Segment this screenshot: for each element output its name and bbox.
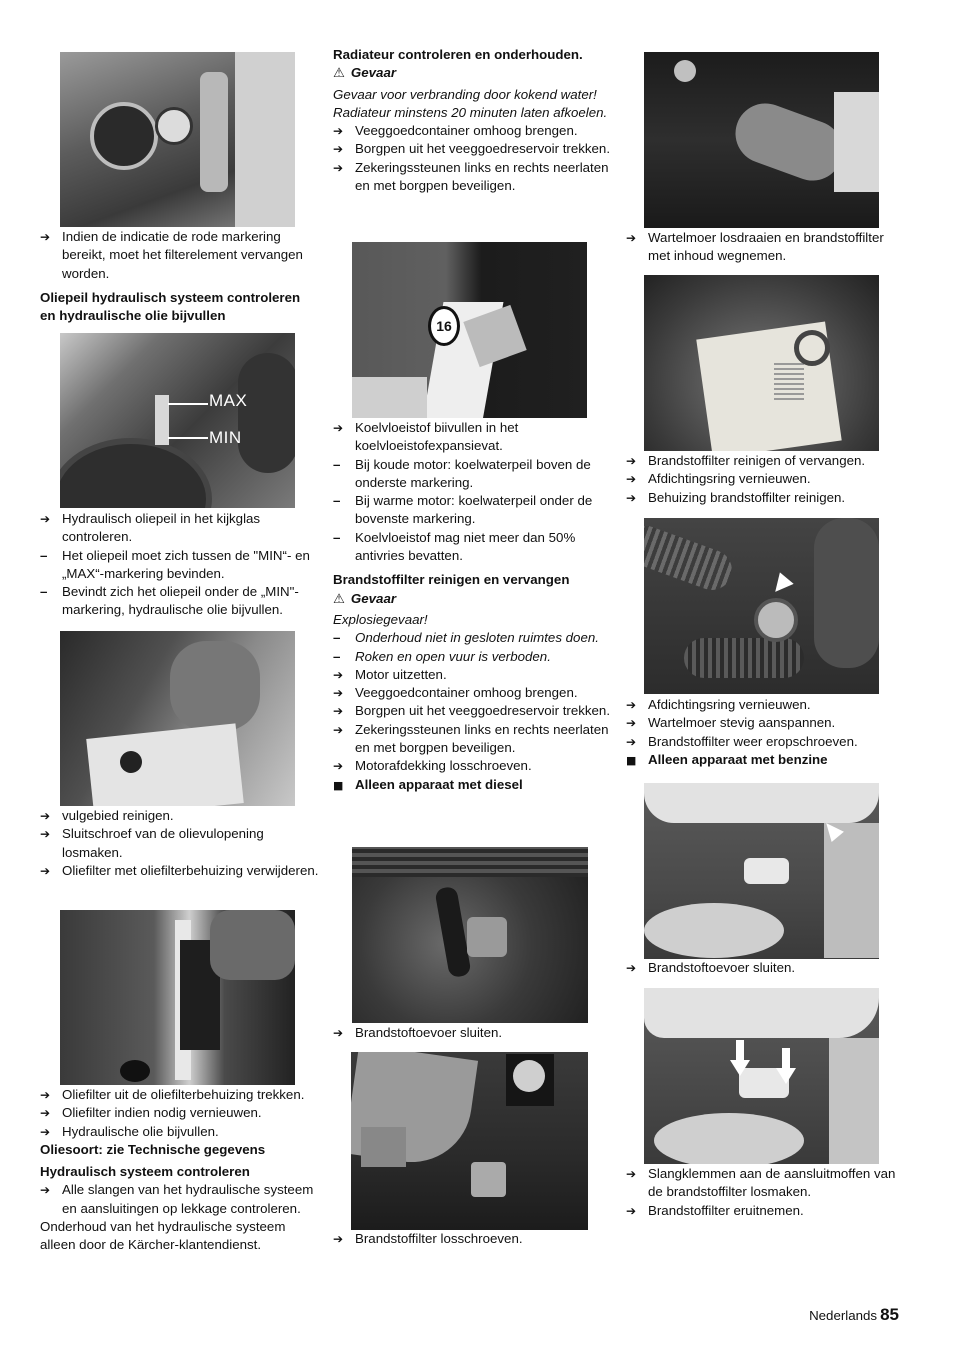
arrow-icon xyxy=(626,489,644,507)
arrow-icon xyxy=(333,419,351,437)
instruction-step: ➔ Brandstoffilter weer eropschroeven. xyxy=(626,733,906,751)
variant-label: ■ Alleen apparaat met benzine xyxy=(626,751,906,769)
photo-diesel-fuel-shutoff xyxy=(352,847,588,1023)
warning-triangle-icon: ⚠ xyxy=(333,591,345,607)
arrow-icon xyxy=(626,714,644,732)
arrow-icon xyxy=(333,666,351,684)
arrow-icon xyxy=(40,862,58,880)
instruction-step: ➔ Hydraulisch oliepeil in het kijkglas controleren. xyxy=(40,510,320,547)
variant-label: ■ Alleen apparaat met diesel xyxy=(333,776,613,794)
instruction-step: ➔ Veeggoedcontainer omhoog brengen. xyxy=(333,684,613,702)
section-heading: Oliesoort: zie Technische gegevens xyxy=(40,1141,266,1157)
instruction-step: ➔ Brandstoffilter losschroeven. xyxy=(333,1230,613,1248)
arrow-icon xyxy=(626,452,644,470)
dash-bullet xyxy=(333,629,351,647)
instruction-step: ➔ Sluitschroef van de olievulopening losmaken. xyxy=(40,825,320,862)
dash-bullet xyxy=(40,547,58,565)
instruction-step: ➔ Slangklemmen aan de aansluitmoffen van de brandstoffilter losmaken. xyxy=(626,1165,906,1202)
instruction-step: ➔ Alle slangen van het hydraulische systeem en aansluitingen op lekkage controleren. xyxy=(40,1181,320,1218)
square-bullet xyxy=(333,776,351,795)
warning-title: ⚠ Gevaar xyxy=(333,590,397,607)
warning-text: Explosiegevaar! xyxy=(333,611,428,627)
section-heading: Brandstoffilter reinigen en vervangen xyxy=(333,572,570,588)
instruction-step: ➔ Motorafdekking losschroeven. xyxy=(333,757,613,775)
photo-coolant-refill xyxy=(352,242,587,418)
section-heading: Radiateur controleren en onderhouden. xyxy=(333,47,583,62)
instruction-step: ➔ Afdichtingsring vernieuwen. xyxy=(626,696,906,714)
arrow-icon xyxy=(333,159,351,177)
dash-bullet xyxy=(40,583,58,601)
photo-oil-filter-removal xyxy=(60,910,295,1085)
instruction-step: ➔ Oliefilter uit de oliefilterbehuizing trekken. xyxy=(40,1086,320,1104)
arrow-icon xyxy=(40,825,58,843)
photo-fuel-filter-housing xyxy=(644,518,879,694)
photo-unscrew-fuel-filter-diesel xyxy=(351,1052,588,1230)
note-item: – Bij warme motor: koelwaterpeil onder de bovenste markering. xyxy=(333,492,613,529)
photo-clean-fuel-filter xyxy=(644,275,879,451)
warning-text: Gevaar voor verbranding door kokend water! Radiateur minstens 20 minuten laten afkoelen. xyxy=(333,86,608,120)
warning-item: – Roken en open vuur is verboden. xyxy=(333,648,613,666)
arrow-icon xyxy=(40,1086,58,1104)
instruction-step: ➔ Indien de indicatie de rode markering bereikt, moet het filterelement vervangen worden. xyxy=(40,228,315,283)
dash-bullet xyxy=(333,529,351,547)
instruction-step: ➔ Borgpen uit het veeggoedreservoir trekken. xyxy=(333,702,613,720)
arrow-icon xyxy=(626,733,644,751)
min-label: MIN xyxy=(209,428,242,447)
arrow-icon xyxy=(40,1104,58,1122)
section-heading: Oliepeil hydraulisch systeem controleren en hydraulische olie bijvullen xyxy=(40,289,301,324)
pointer-arrow-icon xyxy=(736,1040,744,1062)
instruction-step: ➔ Afdichtingsring vernieuwen. xyxy=(626,470,906,488)
section-heading: Hydraulisch systeem controleren xyxy=(40,1164,250,1180)
arrow-icon xyxy=(40,1123,58,1141)
arrow-icon xyxy=(333,757,351,775)
instruction-step: ➔ Oliefilter met oliefilterbehuizing verwijderen. xyxy=(40,862,320,880)
instruction-step: ➔ Motor uitzetten. xyxy=(333,666,613,684)
note-item: – Het oliepeil moet zich tussen de "MIN“- en „MAX“-markering bevinden. xyxy=(40,547,320,584)
instruction-step: ➔ Koelvloeistof biivullen in het koelvloeistofexpansievat. xyxy=(333,419,613,456)
arrow-icon xyxy=(626,1165,644,1183)
note-item: – Bij koude motor: koelwaterpeil boven de onderste markering. xyxy=(333,456,613,493)
photo-oil-level-sightglass xyxy=(60,333,295,508)
arrow-icon xyxy=(333,122,351,140)
arrow-icon xyxy=(333,1024,351,1042)
instruction-step: ➔ Wartelmoer stevig aanspannen. xyxy=(626,714,906,732)
instruction-step: ➔ Veeggoedcontainer omhoog brengen. xyxy=(333,122,611,140)
instruction-step: ➔ Oliefilter indien nodig vernieuwen. xyxy=(40,1104,320,1122)
instruction-step: ➔ Hydraulische olie bijvullen. xyxy=(40,1123,320,1141)
arrow-icon xyxy=(626,696,644,714)
warning-title: ⚠ Gevaar xyxy=(333,65,397,82)
instruction-step: ➔ Zekeringssteunen links en rechts neerlaten en met borgpen beveiligen. xyxy=(333,721,613,758)
arrow-icon xyxy=(333,140,351,158)
note-item: – Koelvloeistof mag niet meer dan 50% antivries bevatten. xyxy=(333,529,613,566)
arrow-icon xyxy=(40,1181,58,1199)
dash-bullet xyxy=(333,648,351,666)
arrow-icon xyxy=(626,229,644,247)
arrow-icon xyxy=(40,807,58,825)
instruction-step: ➔ Brandstoffilter eruitnemen. xyxy=(626,1202,906,1220)
arrow-icon xyxy=(626,1202,644,1220)
photo-petrol-fuel-shutoff xyxy=(644,783,879,959)
warning-item: – Onderhoud niet in gesloten ruimtes doen. xyxy=(333,629,613,647)
language-label: Nederlands xyxy=(809,1308,878,1323)
arrow-icon xyxy=(626,470,644,488)
arrow-icon xyxy=(333,721,351,739)
photo-loosen-union-nut xyxy=(644,52,879,228)
paragraph: Onderhoud van het hydraulische systeem alleen door de Kärcher-klantendienst. xyxy=(40,1219,286,1253)
instruction-step: ➔ Brandstoffilter reinigen of vervangen. xyxy=(626,452,906,470)
warning-triangle-icon: ⚠ xyxy=(333,66,345,82)
photo-filter-indicator xyxy=(60,52,295,227)
vehicle-number-badge: 16 xyxy=(428,306,460,346)
arrow-icon xyxy=(626,959,644,977)
square-bullet xyxy=(626,751,644,770)
dash-bullet xyxy=(333,456,351,474)
note-item: – Bevindt zich het oliepeil onder de „MIN"-markering, hydraulische olie bijvullen. xyxy=(40,583,320,620)
instruction-step: ➔ vulgebied reinigen. xyxy=(40,807,320,825)
instruction-step: ➔ Borgpen uit het veeggoedreservoir trekken. xyxy=(333,140,611,158)
arrow-icon xyxy=(333,684,351,702)
arrow-icon xyxy=(333,1230,351,1248)
instruction-step: ➔ Wartelmoer losdraaien en brandstoffilter met inhoud wegnemen. xyxy=(626,229,906,266)
instruction-step: ➔ Behuizing brandstoffilter reinigen. xyxy=(626,489,906,507)
page-footer xyxy=(809,1306,899,1325)
arrow-icon xyxy=(40,228,58,246)
photo-hose-clamps xyxy=(644,988,879,1164)
arrow-icon xyxy=(333,702,351,720)
photo-oil-filler-cap xyxy=(60,631,295,806)
max-label: MAX xyxy=(209,391,248,410)
pointer-arrow-icon xyxy=(782,1048,790,1070)
instruction-step: ➔ Brandstoftoevoer sluiten. xyxy=(626,959,906,977)
instruction-step: ➔ Zekeringssteunen links en rechts neerlaten en met borgpen beveiligen. xyxy=(333,159,611,196)
arrow-icon xyxy=(40,510,58,528)
page-number: 85 xyxy=(880,1305,899,1324)
instruction-step: ➔ Brandstoftoevoer sluiten. xyxy=(333,1024,613,1042)
dash-bullet xyxy=(333,492,351,510)
